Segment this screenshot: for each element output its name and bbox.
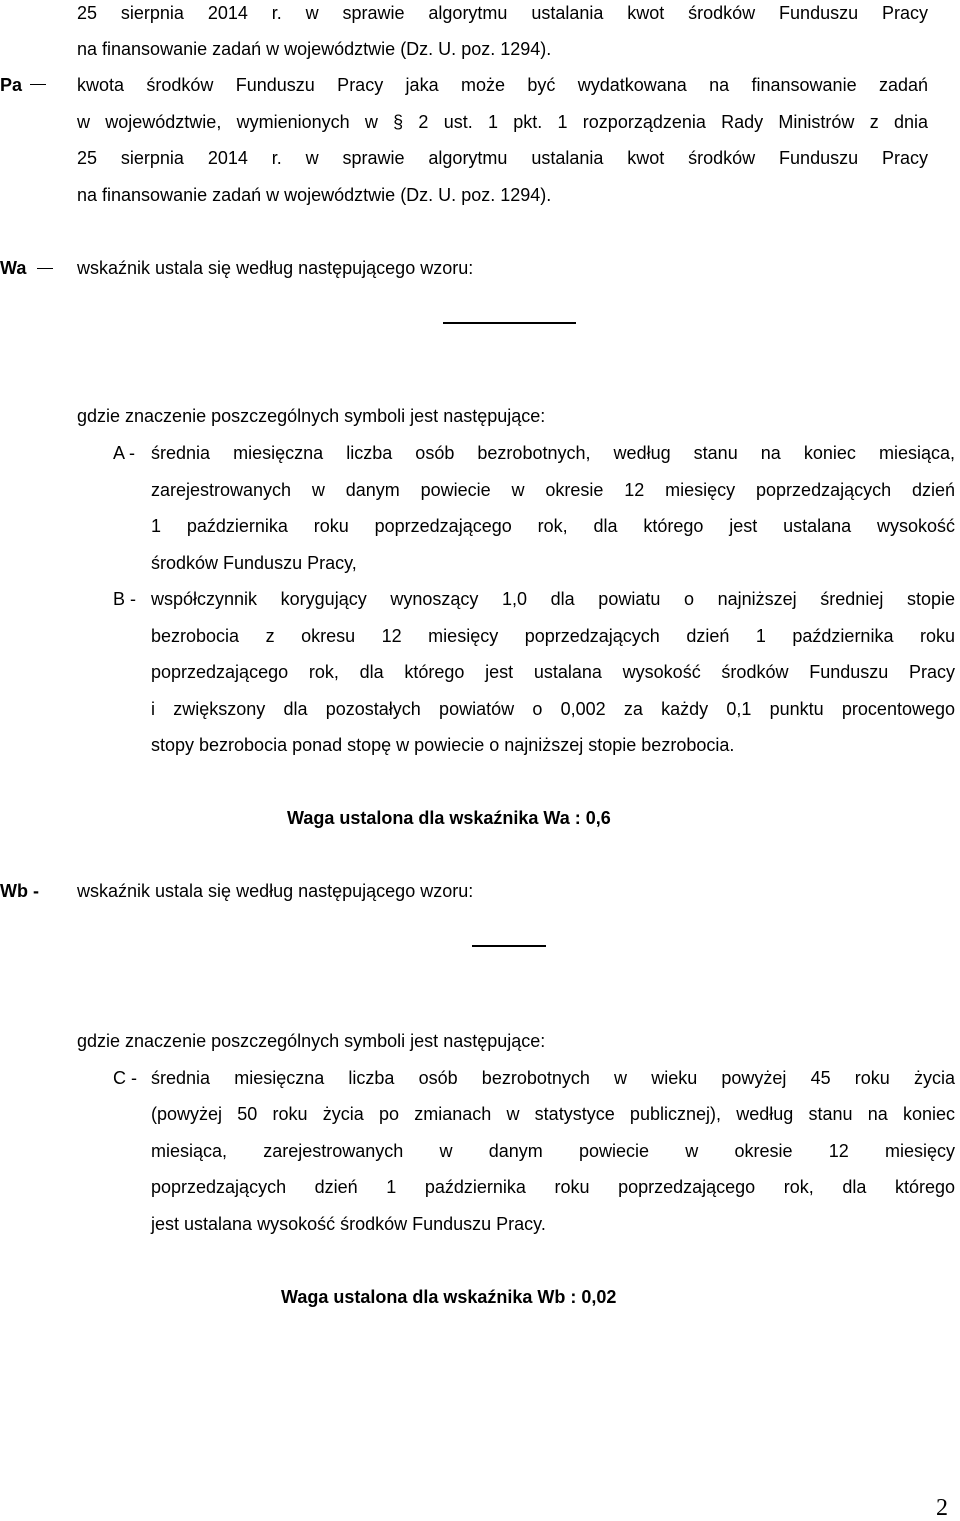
wa-a-label: A - [113,443,136,463]
wb-formula-fraction-bar [472,945,546,947]
wa-weight: Waga ustalona dla wskaźnika Wa : 0,6 [287,808,611,828]
wa-a-line-3: 1 października roku poprzedzającego rok, dla którego jest ustalana wysokość [151,516,955,536]
pa-line-4: na finansowanie zadań w województwie (Dz. U. poz. 1294). [77,185,552,205]
wb-c-label: C - [113,1068,137,1088]
wa-b-line-5: stopy bezrobocia ponad stopę w powiecie o najniższej stopie bezrobocia. [151,735,735,755]
top-line-2: na finansowanie zadań w województwie (Dz. U. poz. 1294). [77,39,552,59]
wb-where: gdzie znaczenie poszczególnych symboli jest następujące: [77,1031,546,1051]
wa-formula-fraction-bar [443,322,576,324]
wb-c-line-3: miesiąca, zarejestrowanych w danym powiecie w okresie 12 miesięcy [151,1141,955,1161]
wb-c-line-1: średnia miesięczna liczba osób bezrobotnych w wieku powyżej 45 roku życia [151,1068,955,1088]
wa-b-line-4: i zwiększony dla pozostałych powiatów o 0,002 za każdy 0,1 punktu procentowego [151,699,955,719]
wa-a-line-1: średnia miesięczna liczba osób bezrobotnych, według stanu na koniec miesiąca, [151,443,955,463]
wb-weight: Waga ustalona dla wskaźnika Wb : 0,02 [281,1287,617,1307]
wa-intro: wskaźnik ustala się według następującego wzoru: [77,258,474,278]
pa-symbol: Pa [0,75,23,95]
page-number: 2 [936,1495,948,1521]
pa-line-1: kwota środków Funduszu Pracy jaka może być wydatkowana na finansowanie zadań [77,75,928,95]
wa-a-line-2: zarejestrowanych w danym powiecie w okresie 12 miesięcy poprzedzających dzień [151,480,955,500]
wa-symbol: Wa [0,258,27,278]
wa-b-line-3: poprzedzającego rok, dla którego jest ustalana wysokość środków Funduszu Pracy [151,662,955,682]
wa-b-line-2: bezrobocia z okresu 12 miesięcy poprzedzających dzień 1 października roku [151,626,955,646]
wb-c-line-5: jest ustalana wysokość środków Funduszu Pracy. [151,1214,546,1234]
wa-b-line-1: współczynnik korygujący wynoszący 1,0 dla powiatu o najniższej średniej stopie [151,589,955,609]
wb-intro: wskaźnik ustala się według następującego wzoru: [77,881,474,901]
wb-c-line-2: (powyżej 50 roku życia po zmianach w statystyce publicznej), według stanu na koniec [151,1104,955,1124]
wa-b-label: B - [113,589,137,609]
wa-a-line-4: środków Funduszu Pracy, [151,553,357,573]
pa-line-3: 25 sierpnia 2014 r. w sprawie algorytmu ustalania kwot środków Funduszu Pracy [77,148,928,168]
pa-line-2: w województwie, wymienionych w § 2 ust. 1 pkt. 1 rozporządzenia Rady Ministrów z dnia [77,112,928,132]
wa-where: gdzie znaczenie poszczególnych symboli jest następujące: [77,406,546,426]
wa-dash [37,268,53,269]
wb-symbol: Wb - [0,881,39,901]
wb-c-line-4: poprzedzających dzień 1 października roku poprzedzającego rok, dla którego [151,1177,955,1197]
top-line-1: 25 sierpnia 2014 r. w sprawie algorytmu ustalania kwot środków Funduszu Pracy [77,3,928,23]
pa-dash [30,84,46,85]
